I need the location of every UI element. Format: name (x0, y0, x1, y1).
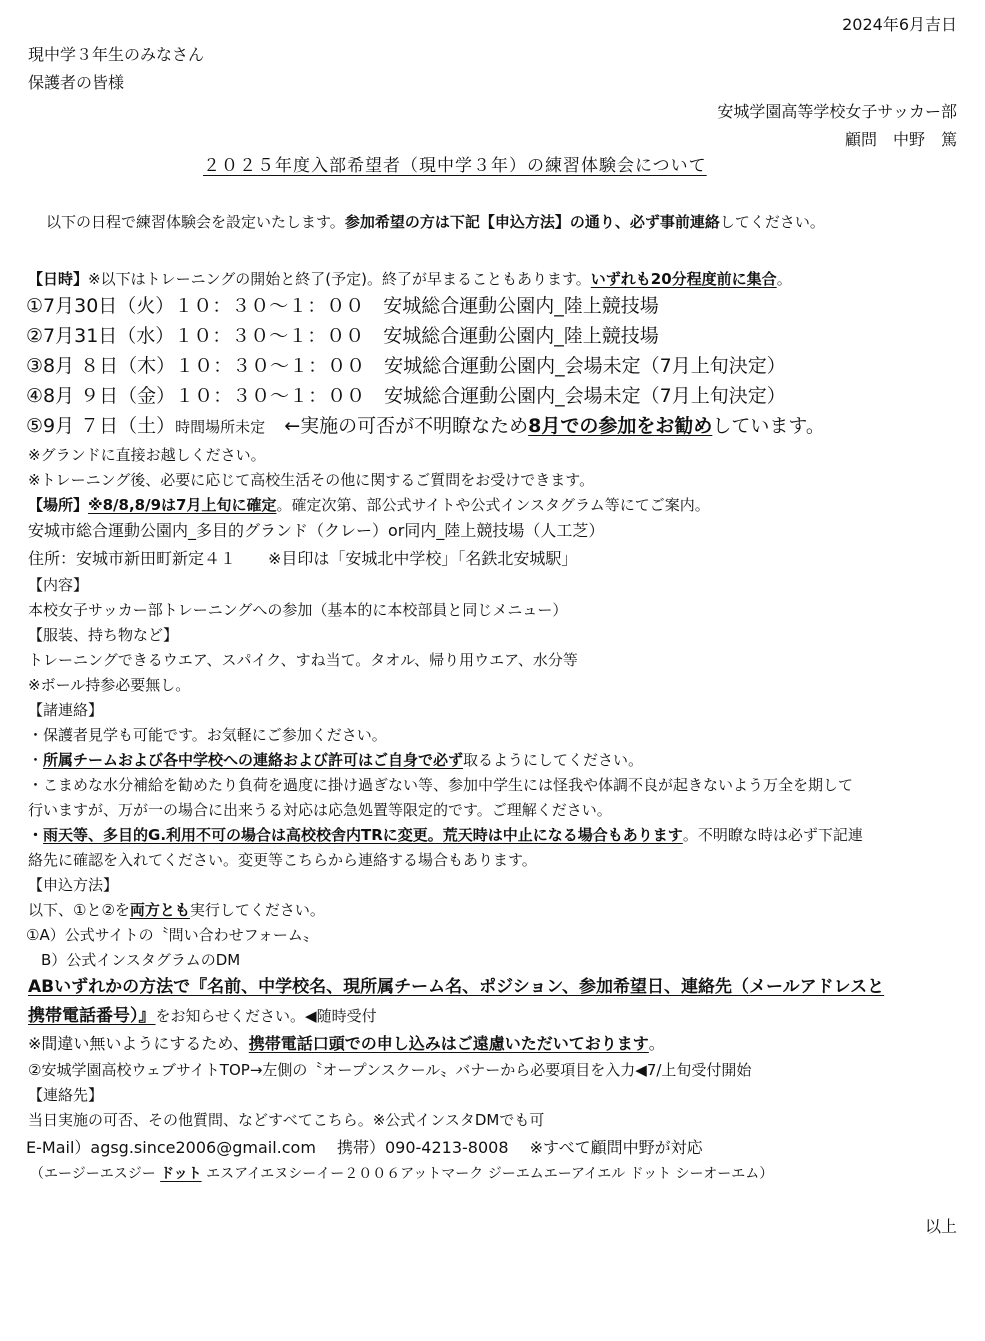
contact-heading: 【連絡先】 (28, 1086, 104, 1104)
document-title: ２０２５年度入部希望者（現中学３年）の練習体験会について (203, 156, 707, 176)
place-announce: 。確定次第、部公式サイトや公式インスタグラム等にてご案内。 (276, 496, 710, 514)
clothing-note: ※ボール持参必要無し。 (28, 676, 191, 694)
content-text: 本校女子サッカー部トレーニングへの参加（基本的に本校部員と同じメニュー） (28, 601, 568, 619)
item5-date: ⑤9月 ７日（土） (26, 415, 176, 437)
sender-organization: 安城学園高等学校女子サッカー部 (717, 102, 957, 121)
apply-phone-label: 携帯電話番号）』 (28, 1006, 156, 1026)
notice-4-line-2: 絡先に確認を入れてください。変更等こちらから連絡する場合もあります。 (28, 851, 537, 869)
apply-phone-note (28, 1035, 665, 1053)
notices-heading: 【諸連絡】 (28, 701, 104, 719)
schedule-gather-note: いずれも20分程度前に集合 (590, 270, 777, 288)
apply-required-info: ABいずれかの方法で『名前、中学校名、現所属チーム名、ポジション、参加希望日、連絡先（メールアドレスと (28, 977, 885, 997)
apply-option-a: ①A）公式サイトの〝問い合わせフォーム〟 (26, 926, 318, 944)
contact-line-1: 当日実施の可否、その他質問、などすべてこちら。※公式インスタDMでも可 (28, 1111, 545, 1129)
notice-1: ・保護者見学も可能です。お気軽にご参加ください。 (28, 726, 387, 744)
apply-heading: 【申込方法】 (28, 876, 119, 894)
schedule-item-5 (26, 416, 825, 438)
item5-note: ←実施の可否が不明瞭なため (265, 415, 529, 437)
addressee-parents: 保護者の皆様 (28, 73, 125, 92)
apply-website: ②安城学園高校ウェブサイトTOP→左側の〝オープンスクール〟バナーから必要項目を入力◀7/上旬受付開始 (28, 1061, 752, 1079)
apply-text-end: 実行してください。 (189, 901, 325, 919)
schedule-item: ④8月 ９日（金）１０：３０〜１：００ 安城総合運動公園内_会場未定（7月上旬決定） (26, 385, 786, 407)
notice-2-emphasis: 所属チームおよび各中学校への連絡および許可はご自身で必ず (43, 751, 464, 769)
schedule-note-2: ※トレーニング後、必要に応じて高校生活その他に関するご質問をお受けできます。 (28, 471, 595, 489)
item5-recommend: 8月での参加をお勧め (528, 415, 713, 437)
content-heading: 【内容】 (28, 576, 89, 594)
addressee-students: 現中学３年生のみなさん (28, 45, 205, 64)
schedule-note: ※以下はトレーニングの開始と終了(予定)。終了が早まることもあります。 (88, 270, 591, 288)
issue-date: 2024年6月吉日 (842, 15, 957, 34)
notice-2-end: 取るようにしてください。 (463, 751, 644, 769)
schedule-note-1: ※グランドに直接お越しください。 (28, 446, 266, 464)
reading-dot: ドット (160, 1166, 202, 1182)
bullet: ・ (28, 751, 44, 769)
sender-advisor: 顧問 中野 篤 (844, 130, 957, 149)
schedule-heading (28, 271, 792, 288)
schedule-item: ①7月30日（火）１０：３０〜１：００ 安城総合運動公園内_陸上競技場 (26, 295, 659, 317)
intro-emphasis: 参加希望の方は下記【申込方法】の通り、必ず事前連絡 (344, 213, 720, 231)
notice-3-line-1: ・こまめな水分補給を勧めたり負荷を過度に掛け過ぎない等、参加中学生には怪我や体調不良が起きないよう万全を期して (28, 776, 854, 794)
bullet: ・ (28, 826, 44, 844)
place-confirm-note: ※8/8,8/9は7月上旬に確定 (88, 496, 277, 514)
schedule-period: 。 (776, 270, 792, 288)
notice-4-end: 。不明瞭な時は必ず下記連 (682, 826, 863, 844)
intro-paragraph (46, 214, 825, 231)
place-line-1: 安城市総合運動公園内_多目的グランド（クレー）or同内_陸上競技場（人工芝） (28, 521, 605, 540)
contact-email-phone: E-Mail）agsg.since2006@gmail.com 携帯）090-4213-8008 ※すべて顧問中野が対応 (26, 1138, 703, 1157)
place-label: 【場所】 (28, 496, 89, 514)
notice-3-line-2: 行いますが、万が一の場合に出来うる対応は応急処置等限定的です。ご理解ください。 (28, 801, 612, 819)
clothing-text: トレーニングできるウエア、スパイク、すね当て。タオル、帰り用ウエア、水分等 (28, 651, 578, 669)
place-heading (28, 497, 710, 514)
schedule-label: 【日時】 (28, 270, 89, 288)
schedule-item: ③8月 ８日（木）１０：３０〜１：００ 安城総合運動公園内_会場未定（7月上旬決定） (26, 355, 786, 377)
apply-both: 両方とも (129, 901, 190, 919)
schedule-item: ②7月31日（水）１０：３０〜１：００ 安城総合運動公園内_陸上競技場 (26, 325, 659, 347)
item5-end: しています。 (712, 415, 825, 437)
reading-text: （エージーエスジー (30, 1166, 161, 1182)
phone-note-end: 。 (648, 1034, 665, 1053)
closing: 以上 (924, 1217, 957, 1236)
apply-text: 以下、①と②を (28, 901, 130, 919)
intro-text-end: してください。 (719, 213, 825, 231)
apply-line-1 (28, 902, 325, 919)
notice-4 (28, 827, 863, 844)
item5-tbd: 時間場所未定 (175, 418, 266, 436)
reading-text-end: エスアイエヌシーイー２００６アットマーク ジーエムエーアイエル ドット シーオーエム） (201, 1166, 774, 1182)
apply-required-info-line-2 (28, 1007, 377, 1027)
intro-text: 以下の日程で練習体験会を設定いたします。 (46, 213, 345, 231)
notice-2 (28, 752, 643, 769)
apply-option-b: B）公式インスタグラムのDM (26, 951, 241, 969)
apply-anytime: をお知らせください。◀随時受付 (155, 1007, 377, 1025)
phone-note-emphasis: 携帯電話口頭での申し込みはご遠慮いただいております (248, 1034, 649, 1053)
contact-reading (30, 1166, 773, 1182)
clothing-heading: 【服装、持ち物など】 (28, 626, 179, 644)
notice-4-emphasis: 雨天等、多目的G.利用不可の場合は高校校舎内TRに変更。荒天時は中止になる場合もあります (43, 826, 683, 844)
place-line-2: 住所：安城市新田町新定４１ ※目印は「安城北中学校」「名鉄北安城駅」 (28, 549, 578, 568)
phone-note-text: ※間違い無いようにするため、 (28, 1034, 249, 1053)
